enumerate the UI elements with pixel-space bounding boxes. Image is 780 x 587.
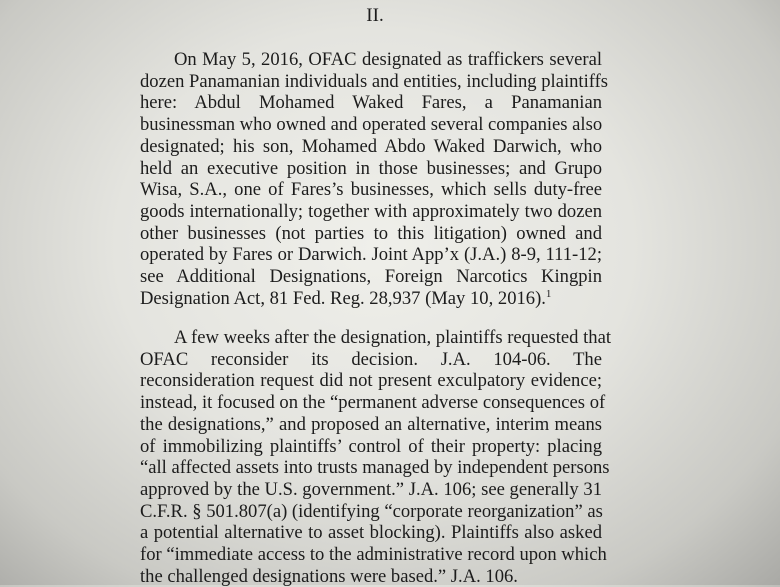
text-line: businessman who owned and operated several companies also — [140, 114, 603, 136]
text-line: dozen Panamanian individuals and entities, including plaintiffs — [140, 70, 609, 92]
text-line: of immobilizing plaintiffs’ control of their property: placing — [140, 435, 602, 457]
section-heading: II. — [366, 5, 384, 26]
text-line: see Additional Designations, Foreign Narcotics Kingpin — [140, 266, 602, 288]
text-line-last: the challenged designations were based.” J.A. 106. — [140, 565, 518, 587]
text-line: On May 5, 2016, OFAC designated as traffickers several — [174, 49, 602, 70]
text-line: other businesses (not parties to this litigation) owned and — [140, 222, 602, 244]
text-line: reconsideration request did not present exculpatory evidence; — [140, 370, 602, 392]
paragraph-1 — [140, 49, 609, 309]
text-line: held an executive position in those businesses; and Grupo — [140, 157, 602, 179]
text-line: a potential alternative to asset blocking). Plaintiffs also asked — [140, 522, 602, 544]
text-line: the designations,” and proposed an alternative, interim means — [140, 413, 602, 435]
footnote-marker[interactable]: 1 — [545, 287, 552, 300]
text-line: for “immediate access to the administrative record upon which — [140, 544, 607, 566]
text-line: OFAC reconsider its decision. J.A. 104-06. The — [140, 348, 602, 370]
text-line: approved by the U.S. government.” J.A. 106; see generally 31 — [140, 478, 602, 500]
text-line: instead, it focused on the “permanent adverse consequences of — [140, 392, 606, 414]
text-line: operated by Fares or Darwich. Joint App’x (J.A.) 8-9, 111-12; — [140, 244, 602, 266]
text-line-last — [140, 288, 602, 310]
paragraph-2 — [140, 327, 611, 587]
text-line: goods internationally; together with approximately two dozen — [140, 200, 602, 222]
text-line: A few weeks after the designation, plaintiffs requested that — [174, 327, 611, 348]
text-line: C.F.R. § 501.807(a) (identifying “corporate reorganization” as — [140, 500, 603, 522]
text-line: Wisa, S.A., one of Fares’s businesses, which sells duty-free — [140, 179, 602, 201]
text-line-content: Designation Act, 81 Fed. Reg. 28,937 (May 10, 2016). — [140, 287, 546, 309]
text-line: designated; his son, Mohamed Abdo Waked Darwich, who — [140, 135, 602, 157]
text-line: “all affected assets into trusts managed by independent persons — [140, 457, 610, 479]
text-line: here: Abdul Mohamed Waked Fares, a Panamanian — [140, 92, 602, 114]
